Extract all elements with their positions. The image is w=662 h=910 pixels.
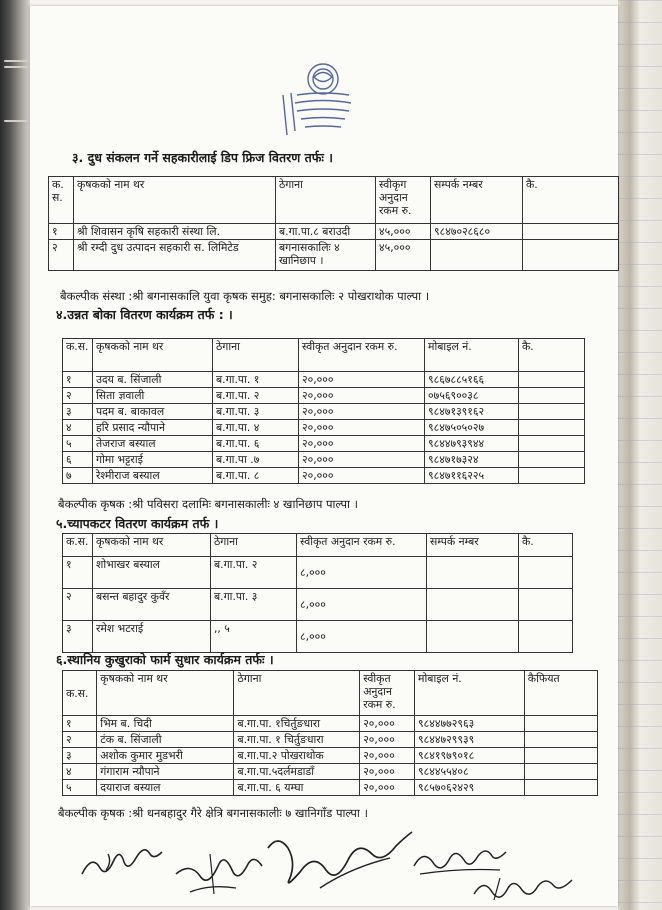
- section-5-heading: ५.च्यापकटर वितरण कार्यक्रम तर्फ ।: [56, 516, 219, 531]
- cell-sn: २: [49, 240, 74, 271]
- cell-amount: २०,०००: [299, 468, 425, 484]
- cell-remarks: [519, 468, 585, 484]
- table-row: [63, 716, 598, 732]
- cell-amount: २०,०००: [299, 372, 425, 388]
- col-header-address: ठेगाना: [234, 671, 360, 716]
- section-4-alternate-note: बैकल्पीक कृषक :श्री पविसरा दलामिः बगनासकालीः ४ खानिछाप पाल्पा ।: [58, 497, 358, 511]
- table-row: [49, 224, 619, 240]
- col-header-amount: स्वीकृत अनुदान रकम रु.: [299, 339, 425, 372]
- cell-address: ब.गा.पा. ८: [213, 468, 299, 484]
- table-row: [63, 420, 585, 436]
- cell-remarks: [519, 621, 573, 653]
- cell-amount: २०,०००: [299, 388, 425, 404]
- cell-address: ब.गा.पा. २: [213, 388, 299, 404]
- table-row: [63, 780, 598, 796]
- cell-amount: २०,०००: [299, 452, 425, 468]
- cell-contact: [427, 621, 519, 653]
- cell-name: सिता ज्ञवाली: [93, 388, 213, 404]
- col-header-remarks: कैफियत: [524, 671, 597, 716]
- stacked-pages-edge: [618, 0, 662, 910]
- col-header-address: ठेगाना: [213, 339, 299, 372]
- cell-address: ब.गा.पा. ४: [213, 420, 299, 436]
- col-header-amount: स्वीकृग अनुदान रकम रु.: [376, 177, 431, 224]
- cell-mobile: ९८४४७९३९४४: [425, 436, 519, 452]
- binding-string: [4, 60, 28, 62]
- cell-amount: २०,०००: [360, 732, 415, 748]
- section-3-table: [48, 176, 619, 271]
- cell-mobile: ९८४४७२९९३९: [415, 732, 525, 748]
- cell-name: पदम ब. बाकावल: [93, 404, 213, 420]
- cell-address: ब.गा.पा.८ बराउदी: [276, 224, 376, 240]
- cell-name: गंगाराम न्यौपाने: [97, 764, 234, 780]
- cell-amount: ८,०००: [297, 589, 427, 621]
- cell-sn: ४: [63, 764, 97, 780]
- cell-mobile: ९८५७०६२४२९: [415, 780, 525, 796]
- cell-name: गोमा भट्टराई: [93, 452, 213, 468]
- cell-sn: ५: [63, 780, 97, 796]
- cell-amount: २०,०००: [360, 780, 415, 796]
- section-5-table: [62, 533, 573, 653]
- cell-amount: २०,०००: [299, 404, 425, 420]
- cell-name: रेश्मीराज बस्याल: [93, 468, 213, 484]
- signature-5: [470, 870, 580, 904]
- cell-remarks: [519, 404, 585, 420]
- cell-sn: १: [63, 557, 93, 589]
- cell-mobile: ९८४७११६२२५: [425, 468, 519, 484]
- cell-amount: ८,०००: [297, 557, 427, 589]
- cell-remarks: [523, 224, 619, 240]
- cell-mobile: ९८४७१३९१६२: [425, 404, 519, 420]
- cell-address: ,, ५: [211, 621, 297, 653]
- cell-address: ब.गा.पा.२ पोखराथोक: [234, 748, 360, 764]
- table-header-row: [63, 671, 598, 716]
- col-header-sn: क.स.: [63, 534, 93, 557]
- cell-name: तेजराज बस्याल: [93, 436, 213, 452]
- cell-remarks: [519, 388, 585, 404]
- cell-remarks: [519, 436, 585, 452]
- table-row: [49, 240, 619, 271]
- table-row: [63, 452, 585, 468]
- table-row: [63, 621, 573, 653]
- signature-1: [78, 834, 168, 884]
- cell-sn: २: [63, 589, 93, 621]
- col-header-name: कृषकको नाम थर: [74, 177, 276, 224]
- cell-mobile: ९८४७१७३२४: [425, 452, 519, 468]
- table-row: [63, 404, 585, 420]
- table-row: [63, 764, 598, 780]
- col-header-name: कृषकको नाम थर: [93, 534, 211, 557]
- cell-remarks: [524, 780, 597, 796]
- table-row: [63, 732, 598, 748]
- binding-string: [4, 120, 28, 122]
- cell-amount: २०,०००: [299, 436, 425, 452]
- cell-sn: ६: [63, 452, 93, 468]
- cell-amount: ८,०००: [297, 621, 427, 653]
- cell-contact: [427, 589, 519, 621]
- cell-name: शोभाखर बस्याल: [93, 557, 211, 589]
- cell-address: ब.गा.पा .७: [213, 452, 299, 468]
- cell-address: ब.गा.पा. ६ यम्घा: [234, 780, 360, 796]
- cell-mobile: ९८४१९७९०१८: [415, 748, 525, 764]
- cell-contact: [427, 557, 519, 589]
- col-header-contact: सम्पर्क नम्बर: [427, 534, 519, 557]
- col-header-sn: क.स.: [63, 339, 93, 372]
- section-6-table: [62, 670, 598, 796]
- col-header-amount: स्वीकृत अनुदान रकम रु.: [360, 671, 415, 716]
- cell-amount: २०,०००: [360, 748, 415, 764]
- cell-remarks: [524, 748, 597, 764]
- col-header-address: ठेगाना: [211, 534, 297, 557]
- table-row: [63, 372, 585, 388]
- cell-name: दयाराज बस्याल: [97, 780, 234, 796]
- cell-name: उदय ब. सिंजाली: [93, 372, 213, 388]
- cell-remarks: [524, 732, 597, 748]
- cell-name: रमेश भटराई: [93, 621, 211, 653]
- col-header-sn: क.स.: [63, 671, 97, 716]
- cell-name: टंक ब. सिंजाली: [97, 732, 234, 748]
- section-4-table: [62, 338, 585, 484]
- cell-remarks: [523, 240, 619, 271]
- cell-address: ब.गा.पा.५दर्लमडाडाँ: [234, 764, 360, 780]
- section-3-alternate-note: बैकल्पीक संस्था :श्री बगनासकालि युवा कृषक समुह: बगनासकालिः २ पोखराथोक पाल्पा ।: [60, 289, 430, 303]
- cell-address: ब.गा.पा. १चिर्तुङधारा: [234, 716, 360, 732]
- cell-mobile: ९८४४७७२९६३: [415, 716, 525, 732]
- cell-name: भिम ब. चिदी: [97, 716, 234, 732]
- cell-sn: ३: [63, 404, 93, 420]
- document-page: [30, 6, 618, 906]
- cell-contact: [431, 240, 523, 271]
- cell-remarks: [524, 764, 597, 780]
- cell-amount: २०,०००: [360, 764, 415, 780]
- cell-address: ब.गा.पा. २: [211, 557, 297, 589]
- section-6-alternate-note: बैकल्पीक कृषक :श्री धनबहादुर गैरे क्षेत्रि बगनासकालीः ७ खानिगाँड पाल्पा ।: [58, 806, 368, 820]
- cell-sn: १: [49, 224, 74, 240]
- cell-mobile: ९८४७५०५०२७: [425, 420, 519, 436]
- signature-3: [260, 828, 420, 898]
- col-header-mobile: मोबाइल नं.: [415, 671, 525, 716]
- col-header-sn: क. स.: [49, 177, 74, 224]
- table-row: [63, 436, 585, 452]
- cell-sn: ७: [63, 468, 93, 484]
- cell-sn: १: [63, 372, 93, 388]
- col-header-remarks: कै.: [519, 534, 573, 557]
- cell-sn: २: [63, 388, 93, 404]
- cell-mobile: ०७५६९००३८: [425, 388, 519, 404]
- cell-remarks: [519, 452, 585, 468]
- col-header-remarks: कै.: [523, 177, 619, 224]
- section-6-heading: ६.स्थानिय कुखुराको फार्म सुधार कार्यक्रम तर्फः ।: [56, 652, 274, 667]
- cell-address: ब.गा.पा. १ चिर्तुङधारा: [234, 732, 360, 748]
- cell-remarks: [519, 589, 573, 621]
- cell-address: ब.गा.पा. ३: [213, 404, 299, 420]
- signature-2: [170, 844, 270, 902]
- book-binding: [0, 0, 30, 910]
- section-3-heading: ३. दुध संकलन गर्ने सहकारीलाई डिप फ्रिज वितरण तर्फः ।: [72, 150, 333, 165]
- cell-amount: २०,०००: [360, 716, 415, 732]
- cell-contact: ९८४७०२८६८०: [431, 224, 523, 240]
- cell-name: श्री रम्दी दुध उत्पादन सहकारी स. लिमिटेड: [74, 240, 276, 271]
- col-header-amount: स्वीकृत अनुदान रकम रु.: [297, 534, 427, 557]
- section-4-heading: ४.उन्नत बोका वितरण कार्यक्रम तर्फ : ।: [56, 307, 233, 322]
- cell-amount: २०,०००: [299, 420, 425, 436]
- table-header-row: [49, 177, 619, 224]
- col-header-contact: सम्पर्क नम्बर: [431, 177, 523, 224]
- cell-sn: ३: [63, 621, 93, 653]
- cell-address: ब.गा.पा. १: [213, 372, 299, 388]
- cell-sn: ४: [63, 420, 93, 436]
- cell-remarks: [519, 420, 585, 436]
- cell-name: अशोक कुमार मुडभरी: [97, 748, 234, 764]
- col-header-address: ठेगाना: [276, 177, 376, 224]
- cell-amount: ४५,०००: [376, 240, 431, 271]
- table-header-row: [63, 339, 585, 372]
- cell-name: हरि प्रसाद न्यौपाने: [93, 420, 213, 436]
- table-row: [63, 557, 573, 589]
- cell-mobile: ९८६७८८५१६६: [425, 372, 519, 388]
- cell-mobile: ९८४४५५४०८: [415, 764, 525, 780]
- col-header-remarks: कै.: [519, 339, 585, 372]
- cell-address: ब.गा.पा. ६: [213, 436, 299, 452]
- cell-sn: १: [63, 716, 97, 732]
- cell-remarks: [519, 372, 585, 388]
- cell-remarks: [524, 716, 597, 732]
- cell-remarks: [519, 557, 573, 589]
- table-row: [63, 748, 598, 764]
- cell-sn: २: [63, 732, 97, 748]
- table-row: [63, 468, 585, 484]
- table-header-row: [63, 534, 573, 557]
- cell-amount: ४५,०००: [376, 224, 431, 240]
- col-header-name: कृषकको नाम थर: [93, 339, 213, 372]
- cell-sn: ५: [63, 436, 93, 452]
- cell-address: ब.गा.पा. ३: [211, 589, 297, 621]
- table-row: [63, 589, 573, 621]
- cell-sn: ३: [63, 748, 97, 764]
- cell-name: श्री शिवासन कृषि सहकारी संस्था लि.: [74, 224, 276, 240]
- binding-string: [4, 66, 28, 68]
- cell-name: बसन्त बहादुर कुवँर: [93, 589, 211, 621]
- official-seal-stamp: [277, 55, 367, 145]
- table-row: [63, 388, 585, 404]
- col-header-name: कृषकको नाम थर: [97, 671, 234, 716]
- cell-address: बगनासकालिः ४ खानिछाप ।: [276, 240, 376, 271]
- col-header-mobile: मोबाइल नं.: [425, 339, 519, 372]
